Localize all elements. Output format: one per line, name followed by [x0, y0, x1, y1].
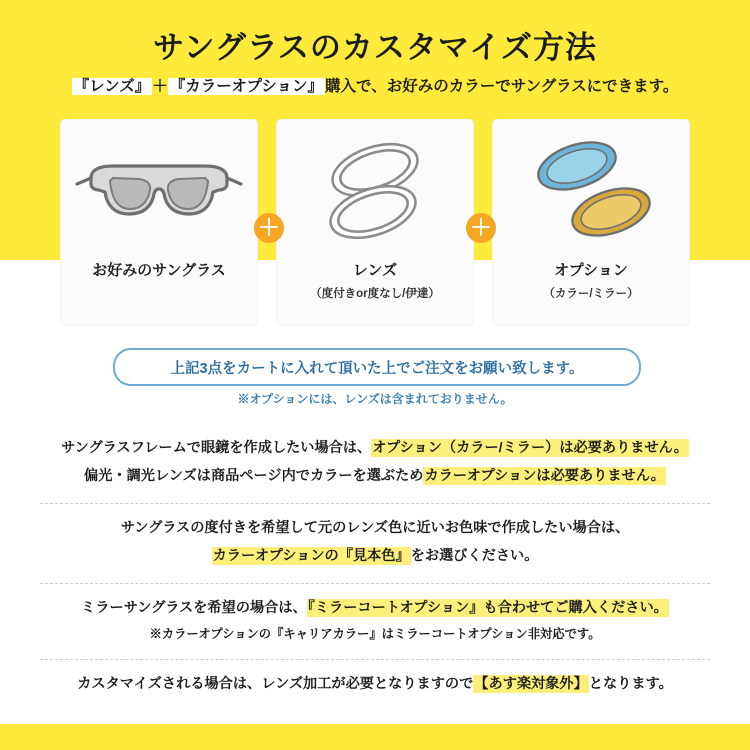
note-block-prescription	[40, 503, 710, 583]
note-line	[40, 542, 710, 570]
note-text-highlight: オプション（カラー/ミラー）は必要ありません。	[372, 440, 688, 456]
note-text: をお選びください。	[410, 548, 539, 565]
subtitle-part-color-option: 『カラーオプション』	[169, 78, 324, 95]
note-text: サングラスフレームで眼鏡を作成したい場合は、	[61, 440, 372, 456]
note-text: ※カラーオプションの『キャリアカラー』はミラーコートオプション非対応です。	[149, 627, 601, 642]
subtitle-part-plus: ＋	[152, 78, 168, 95]
card-option	[493, 120, 689, 325]
note-text-highlight: 『ミラーコートオプション』も合わせてご購入ください。	[307, 599, 668, 616]
sunglasses-icon	[61, 126, 257, 261]
subtitle-part-lens: 『レンズ』	[73, 78, 151, 95]
card-lens-sublabel: （度付きor度なし/伊達）	[310, 287, 440, 300]
card-lens-caption	[277, 260, 473, 303]
cart-instruction-pill	[113, 348, 641, 386]
card-sunglasses-caption	[61, 260, 257, 283]
card-sunglasses	[61, 120, 257, 325]
card-sunglasses-label: お好みのサングラス	[92, 262, 226, 279]
page-title: サングラスのカスタマイズ方法	[153, 30, 597, 65]
note-text-highlight: カラーオプションの『見本色』	[212, 548, 410, 565]
note-line	[40, 434, 710, 462]
lens-pair-icon	[277, 126, 473, 261]
note-text: 偏光・調光レンズは商品ページ内でカラーを選ぶため	[84, 468, 424, 485]
card-option-label: オプション	[554, 262, 628, 279]
card-lens-label: レンズ	[352, 262, 398, 279]
notes-list	[40, 424, 710, 710]
note-block-mirror	[40, 583, 710, 659]
note-text-highlight: 【あす楽対象外】	[474, 675, 588, 692]
card-lens	[277, 120, 473, 325]
bottom-yellow-band	[0, 724, 750, 750]
note-text: サングラスの度付きを希望して元のレンズ色に近いお色味で作成したい場合は、	[120, 519, 630, 536]
plus-separator-2: ＋	[466, 213, 496, 243]
cart-instruction-text: 上記3点をカートに入れて頂いた上でご注文をお願い致します。	[170, 360, 584, 377]
card-option-caption	[493, 260, 689, 303]
note-block-frame	[40, 424, 710, 503]
note-text: カスタマイズされる場合は、レンズ加工が必要となりますので	[77, 675, 474, 692]
option-disclaimer: ※オプションには、レンズは含まれておりません。	[237, 392, 513, 406]
note-line	[40, 670, 710, 698]
page-subtitle	[0, 74, 750, 96]
plus-separator-1: ＋	[254, 213, 284, 243]
subtitle-part-tail: 購入で、お好みのカラーでサングラスにできます。	[325, 78, 679, 95]
note-line	[40, 462, 710, 490]
card-option-sublabel: （カラー/ミラー）	[543, 287, 639, 300]
color-option-icon	[493, 126, 689, 261]
note-text: ミラーサングラスを希望の場合は、	[81, 599, 307, 616]
product-cards	[61, 120, 689, 325]
note-line	[40, 622, 710, 647]
note-text: となります。	[588, 675, 673, 692]
note-line	[40, 514, 710, 542]
note-block-shipping	[40, 659, 710, 710]
note-line	[40, 594, 710, 622]
note-text-highlight: カラーオプションは必要ありません。	[424, 468, 665, 485]
